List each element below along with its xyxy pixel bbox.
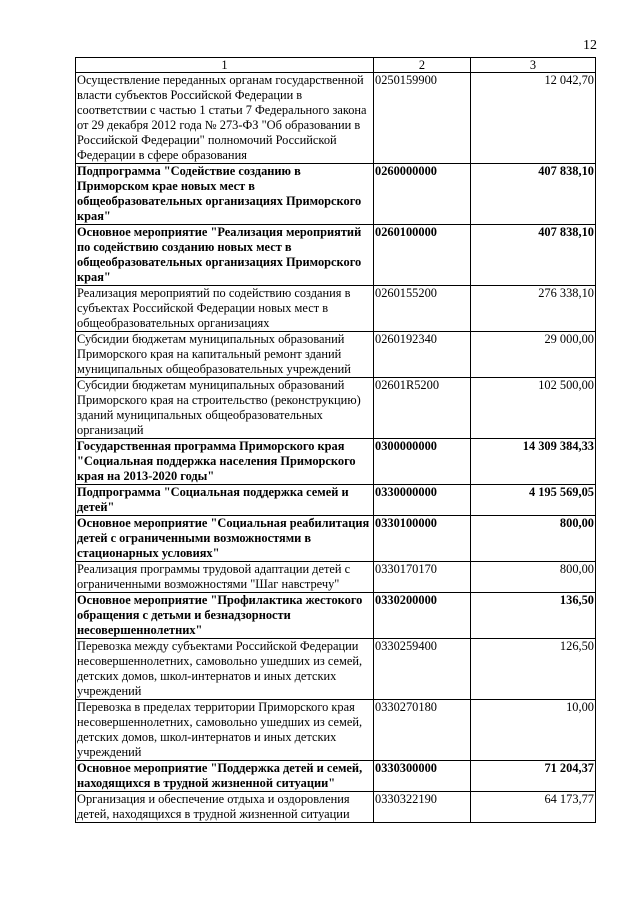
row-code: 0330322190 bbox=[374, 792, 471, 823]
row-name: Реализация программы трудовой адаптации детей с ограниченными возможностями "Шаг навстречу" bbox=[76, 562, 374, 593]
row-name: Подпрограмма "Социальная поддержка семей и детей" bbox=[76, 485, 374, 516]
row-name: Государственная программа Приморского края "Социальная поддержка населения Приморского края на 2013-2020 годы" bbox=[76, 439, 374, 485]
row-code: 0250159900 bbox=[374, 73, 471, 164]
row-name: Подпрограмма "Содействие созданию в Приморском крае новых мест в общеобразовательных организациях Приморского края" bbox=[76, 164, 374, 225]
row-code: 0260192340 bbox=[374, 332, 471, 378]
row-code: 0330200000 bbox=[374, 593, 471, 639]
column-header-name: 1 bbox=[76, 58, 374, 73]
table-row bbox=[76, 439, 596, 485]
table-body bbox=[76, 73, 596, 823]
row-code: 02601R5200 bbox=[374, 378, 471, 439]
header-row bbox=[76, 58, 596, 73]
row-name: Основное мероприятие "Социальная реабилитация детей с ограниченными возможностями в стационарных условиях" bbox=[76, 516, 374, 562]
row-code: 0330000000 bbox=[374, 485, 471, 516]
page-number: 12 bbox=[583, 38, 597, 53]
row-code: 0330170170 bbox=[374, 562, 471, 593]
table-row bbox=[76, 639, 596, 700]
row-name: Реализация мероприятий по содействию создания в субъектах Российской Федерации новых мест в общеобразовательных организациях bbox=[76, 286, 374, 332]
row-amount: 10,00 bbox=[471, 700, 596, 761]
budget-table bbox=[75, 57, 596, 823]
row-name: Перевозка в пределах территории Приморского края несовершеннолетних, самовольно ушедших из семей, детских домов, школ-интернатов и иных детских учреждений bbox=[76, 700, 374, 761]
row-code: 0260155200 bbox=[374, 286, 471, 332]
row-amount: 407 838,10 bbox=[471, 225, 596, 286]
row-amount: 407 838,10 bbox=[471, 164, 596, 225]
row-code: 0330300000 bbox=[374, 761, 471, 792]
table-row bbox=[76, 332, 596, 378]
row-code: 0260000000 bbox=[374, 164, 471, 225]
row-name: Основное мероприятие "Профилактика жестокого обращения с детьми и безнадзорности несовершеннолетних" bbox=[76, 593, 374, 639]
row-name: Основное мероприятие "Реализация мероприятий по содействию созданию новых мест в общеобразовательных организациях Приморского края" bbox=[76, 225, 374, 286]
row-amount: 64 173,77 bbox=[471, 792, 596, 823]
row-amount: 136,50 bbox=[471, 593, 596, 639]
row-amount: 71 204,37 bbox=[471, 761, 596, 792]
row-name: Осуществление переданных органам государственной власти субъектов Российской Федерации в соответствии с частью 1 статьи 7 Федерального закона от 29 декабря 2012 года № 273-ФЗ "Об образовании в Российской Федерации" полномочий Российской Федерации в сфере образования bbox=[76, 73, 374, 164]
table-row bbox=[76, 562, 596, 593]
row-name: Основное мероприятие "Поддержка детей и семей, находящихся в трудной жизненной ситуации" bbox=[76, 761, 374, 792]
row-code: 0330100000 bbox=[374, 516, 471, 562]
table-row bbox=[76, 593, 596, 639]
table-row bbox=[76, 73, 596, 164]
row-code: 0330270180 bbox=[374, 700, 471, 761]
row-amount: 14 309 384,33 bbox=[471, 439, 596, 485]
row-amount: 800,00 bbox=[471, 562, 596, 593]
table-row bbox=[76, 378, 596, 439]
table-row bbox=[76, 792, 596, 823]
row-name: Организация и обеспечение отдыха и оздоровления детей, находящихся в трудной жизненной ситуации bbox=[76, 792, 374, 823]
column-header-code: 2 bbox=[374, 58, 471, 73]
row-amount: 12 042,70 bbox=[471, 73, 596, 164]
row-code: 0260100000 bbox=[374, 225, 471, 286]
row-name: Субсидии бюджетам муниципальных образований Приморского края на капитальный ремонт зданий муниципальных общеобразовательных учреждений bbox=[76, 332, 374, 378]
row-amount: 29 000,00 bbox=[471, 332, 596, 378]
row-amount: 102 500,00 bbox=[471, 378, 596, 439]
row-amount: 276 338,10 bbox=[471, 286, 596, 332]
row-amount: 126,50 bbox=[471, 639, 596, 700]
table-row bbox=[76, 485, 596, 516]
row-amount: 800,00 bbox=[471, 516, 596, 562]
table-row bbox=[76, 286, 596, 332]
row-amount: 4 195 569,05 bbox=[471, 485, 596, 516]
table-row bbox=[76, 225, 596, 286]
row-name: Субсидии бюджетам муниципальных образований Приморского края на строительство (реконструкцию) зданий муниципальных общеобразовательных организаций bbox=[76, 378, 374, 439]
column-header-amount: 3 bbox=[471, 58, 596, 73]
table-row bbox=[76, 164, 596, 225]
row-name: Перевозка между субъектами Российской Федерации несовершеннолетних, самовольно ушедших из семей, детских домов, школ-интернатов и иных детских учреждений bbox=[76, 639, 374, 700]
table-row bbox=[76, 516, 596, 562]
row-code: 0300000000 bbox=[374, 439, 471, 485]
table-row bbox=[76, 761, 596, 792]
table-row bbox=[76, 700, 596, 761]
row-code: 0330259400 bbox=[374, 639, 471, 700]
